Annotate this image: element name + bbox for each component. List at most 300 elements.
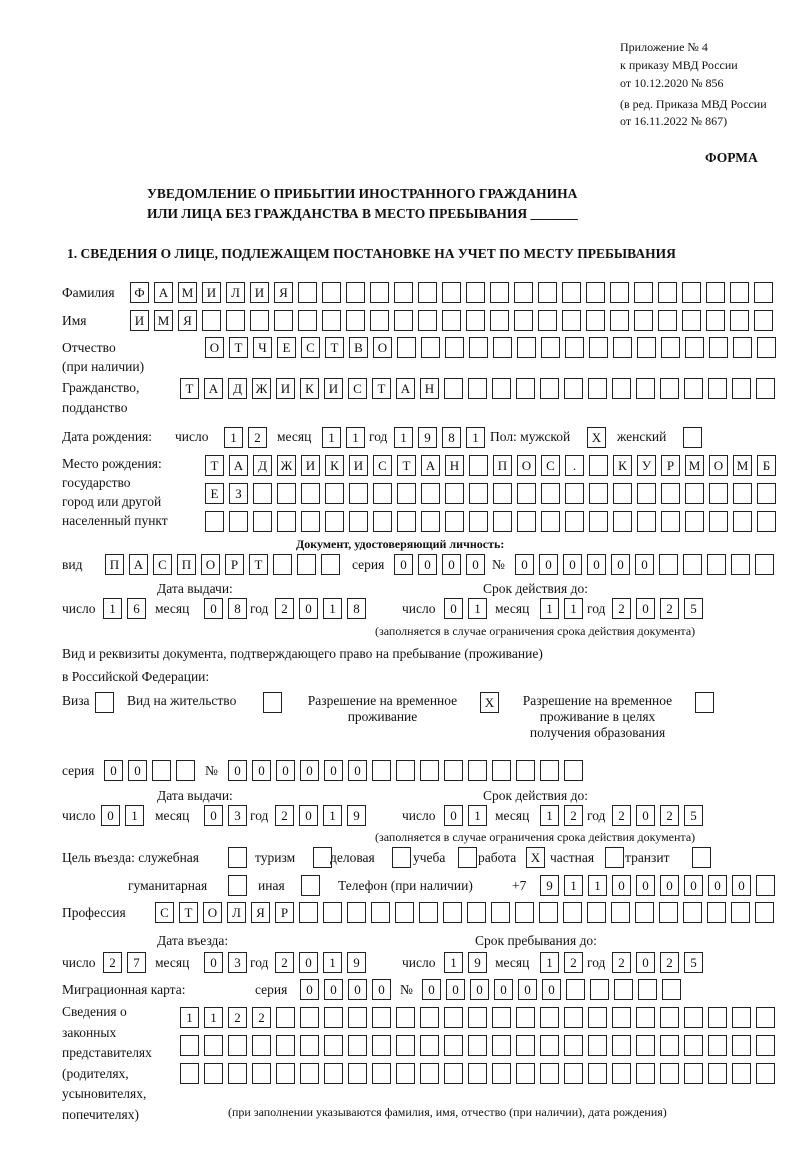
migration-number-cell[interactable] [566, 979, 585, 1000]
representative-cell[interactable] [300, 1007, 319, 1028]
patronymic-cell[interactable]: Ч [253, 337, 272, 358]
citizenship-cell[interactable] [492, 378, 511, 399]
representative-cell[interactable] [180, 1035, 199, 1056]
migration-number-cell[interactable] [662, 979, 681, 1000]
name-cell[interactable] [682, 310, 701, 331]
representative-cell[interactable] [708, 1007, 727, 1028]
birthplace-cell[interactable] [589, 455, 608, 476]
doc-kind-cell[interactable]: Р [225, 554, 244, 575]
stay-number-cell[interactable]: 0 [324, 760, 343, 781]
citizenship-cell[interactable]: Д [228, 378, 247, 399]
issued-month-cell[interactable]: 0 [204, 805, 223, 826]
birth-day-cell[interactable]: 2 [248, 427, 267, 448]
valid-day-cell[interactable]: 0 [444, 805, 463, 826]
purpose-3-checkbox[interactable]: X [526, 847, 545, 868]
birthplace-cell[interactable] [589, 511, 608, 532]
birthplace-cell[interactable] [661, 511, 680, 532]
doc-kind-cell[interactable]: П [105, 554, 124, 575]
surname-cell[interactable]: Ф [130, 282, 149, 303]
phone-cell[interactable]: 1 [588, 875, 607, 896]
issued-month-cell[interactable]: 3 [228, 805, 247, 826]
birth-year-cell[interactable]: 9 [418, 427, 437, 448]
valid-year-cell[interactable]: 0 [636, 805, 655, 826]
valid-year-cell[interactable]: 5 [684, 598, 703, 619]
representative-cell[interactable] [180, 1063, 199, 1084]
profession-cell[interactable] [323, 902, 342, 923]
stay-number-cell[interactable] [468, 760, 487, 781]
other-checkbox[interactable] [301, 875, 320, 896]
entry-year-cell[interactable]: 0 [299, 952, 318, 973]
birthplace-cell[interactable] [637, 511, 656, 532]
representative-cell[interactable] [276, 1007, 295, 1028]
name-cell[interactable] [226, 310, 245, 331]
representative-cell[interactable] [612, 1063, 631, 1084]
entry-year-cell[interactable]: 1 [323, 952, 342, 973]
birthplace-cell[interactable]: М [685, 455, 704, 476]
birthplace-cell[interactable] [613, 511, 632, 532]
birthplace-cell[interactable] [469, 455, 488, 476]
surname-cell[interactable] [370, 282, 389, 303]
profession-cell[interactable] [563, 902, 582, 923]
representative-cell[interactable] [588, 1063, 607, 1084]
issued-year-cell[interactable]: 2 [275, 598, 294, 619]
patronymic-cell[interactable] [517, 337, 536, 358]
name-cell[interactable] [634, 310, 653, 331]
valid-day-cell[interactable]: 0 [444, 598, 463, 619]
name-cell[interactable] [610, 310, 629, 331]
representative-cell[interactable] [300, 1063, 319, 1084]
temp-residence-checkbox[interactable]: X [480, 692, 499, 713]
representative-cell[interactable] [468, 1007, 487, 1028]
birthplace-cell[interactable]: Д [253, 455, 272, 476]
profession-cell[interactable] [635, 902, 654, 923]
doc-series-cell[interactable]: 0 [394, 554, 413, 575]
patronymic-cell[interactable] [397, 337, 416, 358]
stay-number-cell[interactable]: 0 [276, 760, 295, 781]
birthplace-cell[interactable] [613, 483, 632, 504]
representative-cell[interactable] [636, 1035, 655, 1056]
representative-cell[interactable] [204, 1035, 223, 1056]
stay-series-cell[interactable] [152, 760, 171, 781]
profession-cell[interactable]: Л [227, 902, 246, 923]
valid-year-cell[interactable]: 0 [636, 598, 655, 619]
humanitarian-checkbox[interactable] [228, 875, 247, 896]
phone-cell[interactable]: 0 [708, 875, 727, 896]
birthplace-cell[interactable]: К [613, 455, 632, 476]
visa-checkbox[interactable] [95, 692, 114, 713]
stay-number-cell[interactable] [564, 760, 583, 781]
citizenship-cell[interactable]: А [204, 378, 223, 399]
name-cell[interactable] [418, 310, 437, 331]
citizenship-cell[interactable] [660, 378, 679, 399]
citizenship-cell[interactable] [540, 378, 559, 399]
profession-cell[interactable]: О [203, 902, 222, 923]
name-cell[interactable] [658, 310, 677, 331]
entry-month-cell[interactable]: 0 [204, 952, 223, 973]
surname-cell[interactable]: Я [274, 282, 293, 303]
birthplace-cell[interactable] [565, 483, 584, 504]
valid-day-cell[interactable]: 1 [468, 598, 487, 619]
birthplace-cell[interactable] [325, 483, 344, 504]
representative-cell[interactable] [468, 1035, 487, 1056]
representative-cell[interactable] [540, 1035, 559, 1056]
name-cell[interactable] [442, 310, 461, 331]
issued-month-cell[interactable]: 8 [228, 598, 247, 619]
birthplace-cell[interactable] [757, 483, 776, 504]
birthplace-cell[interactable] [373, 511, 392, 532]
valid-month-cell[interactable]: 1 [540, 598, 559, 619]
name-cell[interactable] [586, 310, 605, 331]
surname-cell[interactable] [466, 282, 485, 303]
surname-cell[interactable] [394, 282, 413, 303]
name-cell[interactable]: И [130, 310, 149, 331]
birthplace-cell[interactable]: А [421, 455, 440, 476]
birthplace-cell[interactable] [685, 483, 704, 504]
representative-cell[interactable] [492, 1063, 511, 1084]
birthplace-cell[interactable] [229, 511, 248, 532]
birthplace-cell[interactable]: Ж [277, 455, 296, 476]
doc-number-cell[interactable]: 0 [635, 554, 654, 575]
doc-number-cell[interactable] [755, 554, 774, 575]
representative-cell[interactable] [300, 1035, 319, 1056]
representative-cell[interactable]: 1 [204, 1007, 223, 1028]
issued-day-cell[interactable]: 1 [125, 805, 144, 826]
patronymic-cell[interactable] [445, 337, 464, 358]
doc-kind-cell[interactable] [321, 554, 340, 575]
migration-number-cell[interactable]: 0 [470, 979, 489, 1000]
migration-number-cell[interactable]: 0 [494, 979, 513, 1000]
profession-cell[interactable] [395, 902, 414, 923]
birthplace-cell[interactable]: А [229, 455, 248, 476]
patronymic-cell[interactable] [589, 337, 608, 358]
birth-year-cell[interactable]: 1 [466, 427, 485, 448]
doc-number-cell[interactable] [683, 554, 702, 575]
profession-cell[interactable] [707, 902, 726, 923]
issued-day-cell[interactable]: 6 [127, 598, 146, 619]
stay-series-cell[interactable]: 0 [128, 760, 147, 781]
doc-number-cell[interactable] [731, 554, 750, 575]
migration-number-cell[interactable] [590, 979, 609, 1000]
entry-month-cell[interactable]: 3 [228, 952, 247, 973]
stay-number-cell[interactable] [444, 760, 463, 781]
stay-number-cell[interactable] [492, 760, 511, 781]
surname-cell[interactable] [442, 282, 461, 303]
patronymic-cell[interactable]: В [349, 337, 368, 358]
entry-year-cell[interactable]: 9 [347, 952, 366, 973]
birthplace-cell[interactable] [349, 511, 368, 532]
representative-cell[interactable] [348, 1063, 367, 1084]
temp-residence-edu-checkbox[interactable] [695, 692, 714, 713]
stay-year-cell[interactable]: 2 [612, 952, 631, 973]
representative-cell[interactable] [636, 1007, 655, 1028]
representative-cell[interactable] [396, 1007, 415, 1028]
surname-cell[interactable] [538, 282, 557, 303]
valid-year-cell[interactable]: 5 [684, 805, 703, 826]
representative-cell[interactable] [252, 1035, 271, 1056]
issued-year-cell[interactable]: 1 [323, 805, 342, 826]
entry-day-cell[interactable]: 2 [103, 952, 122, 973]
surname-cell[interactable] [298, 282, 317, 303]
issued-year-cell[interactable]: 9 [347, 805, 366, 826]
citizenship-cell[interactable] [684, 378, 703, 399]
birthplace-cell[interactable] [493, 511, 512, 532]
profession-cell[interactable] [515, 902, 534, 923]
doc-series-cell[interactable]: 0 [442, 554, 461, 575]
valid-year-cell[interactable]: 2 [660, 805, 679, 826]
representative-cell[interactable] [444, 1035, 463, 1056]
patronymic-cell[interactable] [757, 337, 776, 358]
birthplace-cell[interactable] [253, 511, 272, 532]
birth-month-cell[interactable]: 1 [346, 427, 365, 448]
representative-cell[interactable] [348, 1007, 367, 1028]
name-cell[interactable] [394, 310, 413, 331]
name-cell[interactable] [322, 310, 341, 331]
representative-cell[interactable] [516, 1007, 535, 1028]
birthplace-cell[interactable]: О [709, 455, 728, 476]
profession-cell[interactable] [491, 902, 510, 923]
representative-cell[interactable] [516, 1035, 535, 1056]
migration-number-cell[interactable]: 0 [446, 979, 465, 1000]
profession-cell[interactable] [347, 902, 366, 923]
birthplace-cell[interactable]: Б [757, 455, 776, 476]
migration-number-cell[interactable]: 0 [422, 979, 441, 1000]
name-cell[interactable] [706, 310, 725, 331]
representative-cell[interactable] [204, 1063, 223, 1084]
patronymic-cell[interactable] [541, 337, 560, 358]
birthplace-cell[interactable]: . [565, 455, 584, 476]
birthplace-cell[interactable] [493, 483, 512, 504]
stay-number-cell[interactable] [372, 760, 391, 781]
patronymic-cell[interactable] [733, 337, 752, 358]
representative-cell[interactable] [420, 1035, 439, 1056]
stay-number-cell[interactable]: 0 [252, 760, 271, 781]
name-cell[interactable] [274, 310, 293, 331]
birthplace-cell[interactable] [301, 511, 320, 532]
representative-cell[interactable] [588, 1035, 607, 1056]
surname-cell[interactable] [634, 282, 653, 303]
patronymic-cell[interactable] [493, 337, 512, 358]
valid-year-cell[interactable]: 2 [612, 598, 631, 619]
phone-cell[interactable]: 9 [540, 875, 559, 896]
doc-kind-cell[interactable]: С [153, 554, 172, 575]
purpose-official-checkbox[interactable] [228, 847, 247, 868]
phone-cell[interactable]: 1 [564, 875, 583, 896]
valid-month-cell[interactable]: 1 [540, 805, 559, 826]
birthplace-cell[interactable] [709, 511, 728, 532]
profession-cell[interactable] [755, 902, 774, 923]
representative-cell[interactable] [252, 1063, 271, 1084]
birthplace-cell[interactable] [589, 483, 608, 504]
purpose-5-checkbox[interactable] [692, 847, 711, 868]
representative-cell[interactable] [684, 1035, 703, 1056]
birth-year-cell[interactable]: 8 [442, 427, 461, 448]
representative-cell[interactable] [228, 1063, 247, 1084]
name-cell[interactable] [370, 310, 389, 331]
birthplace-cell[interactable] [565, 511, 584, 532]
birthplace-cell[interactable]: П [493, 455, 512, 476]
name-cell[interactable] [202, 310, 221, 331]
doc-number-cell[interactable]: 0 [563, 554, 582, 575]
surname-cell[interactable]: И [250, 282, 269, 303]
citizenship-cell[interactable]: Н [420, 378, 439, 399]
representative-cell[interactable] [660, 1035, 679, 1056]
profession-cell[interactable] [731, 902, 750, 923]
representative-cell[interactable] [732, 1035, 751, 1056]
surname-cell[interactable] [562, 282, 581, 303]
birthplace-cell[interactable] [445, 483, 464, 504]
birthplace-cell[interactable] [517, 511, 536, 532]
representative-cell[interactable] [348, 1035, 367, 1056]
birthplace-cell[interactable] [469, 483, 488, 504]
phone-cell[interactable]: 0 [684, 875, 703, 896]
birthplace-cell[interactable] [397, 511, 416, 532]
representative-cell[interactable] [612, 1035, 631, 1056]
citizenship-cell[interactable]: А [396, 378, 415, 399]
birthplace-cell[interactable]: М [733, 455, 752, 476]
valid-month-cell[interactable]: 2 [564, 805, 583, 826]
representative-cell[interactable] [492, 1035, 511, 1056]
surname-cell[interactable]: Л [226, 282, 245, 303]
entry-year-cell[interactable]: 2 [275, 952, 294, 973]
citizenship-cell[interactable] [612, 378, 631, 399]
profession-cell[interactable] [539, 902, 558, 923]
stay-day-cell[interactable]: 1 [444, 952, 463, 973]
surname-cell[interactable] [322, 282, 341, 303]
stay-month-cell[interactable]: 2 [564, 952, 583, 973]
representative-cell[interactable] [324, 1035, 343, 1056]
representative-cell[interactable]: 1 [180, 1007, 199, 1028]
citizenship-cell[interactable] [588, 378, 607, 399]
doc-series-cell[interactable]: 0 [418, 554, 437, 575]
representative-cell[interactable] [756, 1007, 775, 1028]
name-cell[interactable] [562, 310, 581, 331]
birthplace-cell[interactable]: К [325, 455, 344, 476]
surname-cell[interactable] [682, 282, 701, 303]
phone-cell[interactable]: 0 [732, 875, 751, 896]
patronymic-cell[interactable] [637, 337, 656, 358]
surname-cell[interactable] [418, 282, 437, 303]
stay-year-cell[interactable]: 0 [636, 952, 655, 973]
stay-number-cell[interactable] [420, 760, 439, 781]
citizenship-cell[interactable] [468, 378, 487, 399]
birthplace-cell[interactable] [709, 483, 728, 504]
stay-number-cell[interactable] [540, 760, 559, 781]
birthplace-cell[interactable]: Т [205, 455, 224, 476]
migration-number-cell[interactable] [614, 979, 633, 1000]
representative-cell[interactable] [708, 1035, 727, 1056]
birthplace-cell[interactable]: О [517, 455, 536, 476]
representative-cell[interactable] [564, 1007, 583, 1028]
migration-series-cell[interactable]: 0 [348, 979, 367, 1000]
profession-cell[interactable]: Т [179, 902, 198, 923]
representative-cell[interactable] [540, 1007, 559, 1028]
patronymic-cell[interactable]: Е [277, 337, 296, 358]
patronymic-cell[interactable]: О [205, 337, 224, 358]
representative-cell[interactable] [636, 1063, 655, 1084]
surname-cell[interactable] [490, 282, 509, 303]
representative-cell[interactable] [684, 1007, 703, 1028]
representative-cell[interactable] [732, 1063, 751, 1084]
representative-cell[interactable] [276, 1035, 295, 1056]
migration-series-cell[interactable]: 0 [300, 979, 319, 1000]
citizenship-cell[interactable] [444, 378, 463, 399]
representative-cell[interactable] [708, 1063, 727, 1084]
phone-cell[interactable]: 0 [612, 875, 631, 896]
issued-month-cell[interactable]: 0 [204, 598, 223, 619]
stay-day-cell[interactable]: 9 [468, 952, 487, 973]
representative-cell[interactable] [612, 1007, 631, 1028]
representative-cell[interactable] [492, 1007, 511, 1028]
entry-day-cell[interactable]: 7 [127, 952, 146, 973]
profession-cell[interactable]: Р [275, 902, 294, 923]
surname-cell[interactable]: И [202, 282, 221, 303]
representative-cell[interactable] [324, 1063, 343, 1084]
representative-cell[interactable] [588, 1007, 607, 1028]
birthplace-cell[interactable] [325, 511, 344, 532]
representative-cell[interactable] [564, 1035, 583, 1056]
birthplace-cell[interactable] [541, 511, 560, 532]
surname-cell[interactable]: М [178, 282, 197, 303]
representative-cell[interactable] [660, 1007, 679, 1028]
doc-kind-cell[interactable]: А [129, 554, 148, 575]
representative-cell[interactable] [420, 1007, 439, 1028]
patronymic-cell[interactable]: С [301, 337, 320, 358]
birthplace-cell[interactable]: С [541, 455, 560, 476]
surname-cell[interactable] [754, 282, 773, 303]
birthplace-cell[interactable] [733, 483, 752, 504]
representative-cell[interactable] [396, 1035, 415, 1056]
phone-cell[interactable]: 0 [660, 875, 679, 896]
citizenship-cell[interactable]: С [348, 378, 367, 399]
issued-year-cell[interactable]: 8 [347, 598, 366, 619]
profession-cell[interactable] [371, 902, 390, 923]
migration-number-cell[interactable]: 0 [542, 979, 561, 1000]
stay-number-cell[interactable]: 0 [300, 760, 319, 781]
representative-cell[interactable] [756, 1063, 775, 1084]
representative-cell[interactable] [756, 1035, 775, 1056]
doc-kind-cell[interactable] [273, 554, 292, 575]
patronymic-cell[interactable] [565, 337, 584, 358]
profession-cell[interactable] [443, 902, 462, 923]
issued-year-cell[interactable]: 0 [299, 598, 318, 619]
name-cell[interactable]: Я [178, 310, 197, 331]
birthplace-cell[interactable] [517, 483, 536, 504]
surname-cell[interactable] [346, 282, 365, 303]
birthplace-cell[interactable]: Р [661, 455, 680, 476]
valid-year-cell[interactable]: 2 [612, 805, 631, 826]
purpose-2-checkbox[interactable] [458, 847, 477, 868]
birthplace-cell[interactable] [733, 511, 752, 532]
name-cell[interactable] [298, 310, 317, 331]
migration-number-cell[interactable] [638, 979, 657, 1000]
patronymic-cell[interactable] [661, 337, 680, 358]
citizenship-cell[interactable] [708, 378, 727, 399]
birthplace-cell[interactable] [277, 511, 296, 532]
male-checkbox[interactable]: X [587, 427, 606, 448]
profession-cell[interactable] [611, 902, 630, 923]
patronymic-cell[interactable] [685, 337, 704, 358]
stay-year-cell[interactable]: 5 [684, 952, 703, 973]
birthplace-cell[interactable] [421, 483, 440, 504]
birthplace-cell[interactable] [685, 511, 704, 532]
citizenship-cell[interactable]: И [276, 378, 295, 399]
doc-number-cell[interactable] [707, 554, 726, 575]
birthplace-cell[interactable]: З [229, 483, 248, 504]
patronymic-cell[interactable]: Т [325, 337, 344, 358]
representative-cell[interactable]: 2 [252, 1007, 271, 1028]
representative-cell[interactable] [564, 1063, 583, 1084]
birthplace-cell[interactable] [469, 511, 488, 532]
